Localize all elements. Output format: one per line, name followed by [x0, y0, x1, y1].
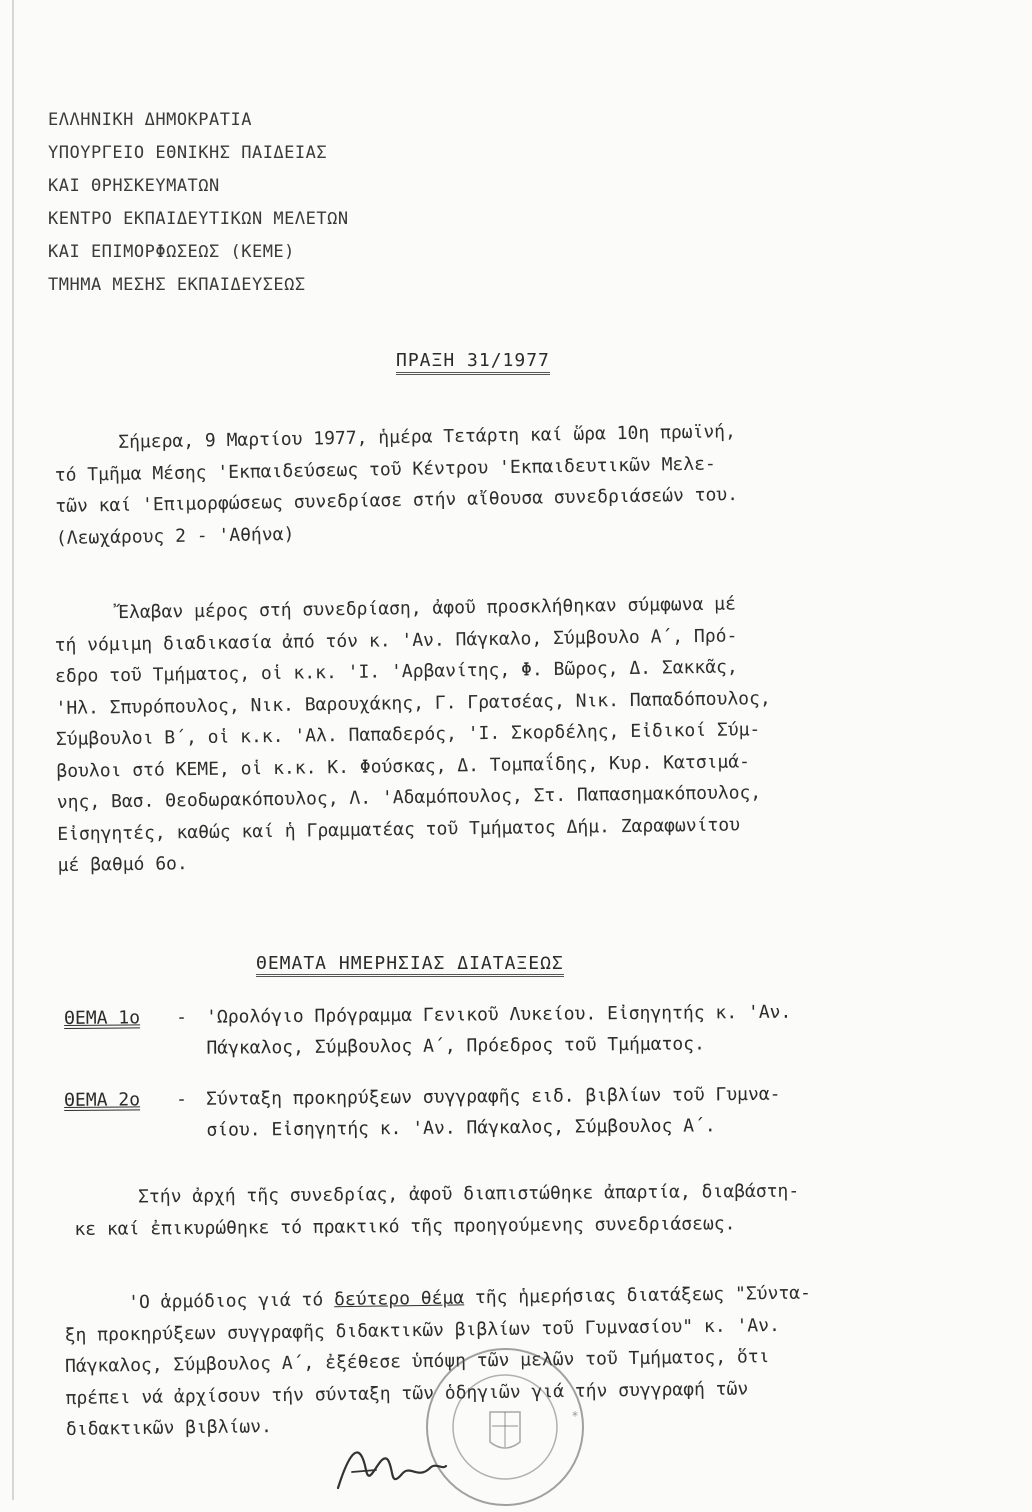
text-line: Πάγκαλος, Σύμβουλος Α΄, ἐξέθεσε ὑπόψη τῶν μελῶν τοῦ Τμήματος, ὅτι: [64, 1346, 770, 1377]
text-line: Ἔλαβαν μέρος στή συνεδρίαση, ἀφοῦ προσκλήθηκαν σύμφωνα μέ: [118, 593, 737, 624]
agenda-item-dash: -: [176, 1088, 188, 1111]
svg-text:*: *: [572, 1409, 578, 1423]
text-line: Εἰσηγητές, καθώς καί ἡ Γραμματέας τοῦ Τμήματος Δήμ. Ζαραφωνίτου: [57, 813, 741, 845]
text-line: εδρο τοῦ Τμήματος, οἱ κ.κ. 'Ι. 'Αρβανίτης, Φ. Βῶρος, Δ. Σακκᾶς,: [54, 656, 738, 687]
text-line: (Λεωχάρους 2 - 'Αθήνα): [55, 523, 295, 549]
text-line: νης, Βασ. Θεοδωρακόπουλος, Λ. 'Αδαμόπουλος, Στ. Παπασημακόπουλος,: [56, 782, 762, 813]
agenda-item-text: σίου. Εἰσηγητής κ. 'Αν. Πάγκαλος, Σύμβουλος Α΄.: [206, 1115, 716, 1141]
letterhead-line: ΥΠΟΥΡΓΕΙΟ ΕΘΝΙΚΗΣ ΠΑΙΔΕΙΑΣ: [48, 143, 328, 163]
agenda-item-label: ΘΕΜΑ 1ο: [64, 1007, 141, 1029]
agenda-item-text: Σύνταξη προκηρύξεων συγγραφῆς ειδ. βιβλίων τοῦ Γυμνα-: [206, 1083, 781, 1110]
text-line: πρέπει νά ἀρχίσουν τήν σύνταξη τῶν ὁδηγιῶν γιά τήν συγγραφή τῶν: [65, 1377, 749, 1409]
text-line: τή νόμιμη διαδικασία ἀπό τόν κ. 'Αν. Πάγκαλο, Σύμβουλο Α΄, Πρό-: [54, 624, 738, 656]
agenda-item-text: Πάγκαλος, Σύμβουλος Α΄, Πρόεδρος τοῦ Τμήματος.: [206, 1033, 705, 1059]
text-line: Σήμερα, 9 Μαρτίου 1977, ἡμέρα Τετάρτη καί ὥρα 10η πρωϊνή,: [118, 421, 737, 453]
agenda-item: [64, 997, 792, 1065]
act-title: ΠΡΑΞΗ 31/1977: [396, 350, 550, 375]
text-line: ξη προκηρύξεων συγγραφῆς διδακτικῶν βιβλίων τοῦ Γυμνασίου" κ. 'Αν.: [64, 1314, 780, 1346]
text-line: διδακτικῶν βιβλίων.: [65, 1416, 273, 1440]
paragraph-quorum: [74, 1174, 995, 1245]
agenda-item-label: ΘΕΜΑ 2ο: [64, 1089, 141, 1111]
text-line: μέ βαθμό 6ο.: [57, 853, 188, 876]
text-fragment: τῆς ἡμερήσιας διατάξεως "Σύντα-: [463, 1282, 812, 1309]
agenda-item: [64, 1079, 781, 1147]
paragraph-attendees: [54, 585, 978, 881]
paragraph-meeting-details: [54, 412, 956, 554]
letterhead-line: ΕΛΛΗΝΙΚΗ ΔΗΜΟΚΡΑΤΙΑ: [48, 110, 252, 130]
text-line: Σύμβουλοι Β΄, οἱ κ.κ. 'Αλ. Παπαδερός, 'Ι. Σκορδέλης, Εἰδικοί Σύμ-: [55, 719, 761, 750]
signature-icon: [330, 1430, 450, 1500]
text-line: βουλοι στό ΚΕΜΕ, οἱ κ.κ. Κ. Φούσκας, Δ. Τομπαΐδης, Κυρ. Κατσιμά-: [56, 750, 751, 782]
underlined-text: δεύτερο θέμα: [333, 1287, 465, 1311]
text-line: 'Ηλ. Σπυρόπουλος, Νικ. Βαρουχάκης, Γ. Γρατσέας, Νικ. Παπαδόπουλος,: [55, 687, 771, 719]
agenda-title: ΘΕΜΑΤΑ ΗΜΕΡΗΣΙΑΣ ΔΙΑΤΑΞΕΩΣ: [256, 953, 564, 977]
text-fragment: 'Ο ἁρμόδιος γιά τό: [128, 1289, 335, 1314]
letterhead-line: ΚΑΙ ΕΠΙΜΟΡΦΩΣΕΩΣ (ΚΕΜΕ): [48, 242, 295, 262]
agenda-item-text: 'Ωρολόγιο Πρόγραμμα Γενικοῦ Λυκείου. Εἰσηγητής κ. 'Αν.: [206, 1001, 792, 1028]
letterhead-line: ΚΕΝΤΡΟ ΕΚΠΑΙΔΕΥΤΙΚΩΝ ΜΕΛΕΤΩΝ: [48, 209, 349, 229]
text-line: Στήν ἀρχή τῆς συνεδρίας, ἀφοῦ διαπιστώθηκε ἀπαρτία, διαβάστη-: [138, 1180, 800, 1208]
page-edge-line: [12, 0, 14, 1500]
letterhead-line: ΤΜΗΜΑ ΜΕΣΗΣ ΕΚΠΑΙΔΕΥΣΕΩΣ: [48, 275, 306, 295]
text-line: τό Τμῆμα Μέσης 'Εκπαιδεύσεως τοῦ Κέντρου 'Εκπαιδευτικῶν Μελε-: [54, 452, 716, 486]
letterhead-line: ΚΑΙ ΘΡΗΣΚΕΥΜΑΤΩΝ: [48, 176, 220, 196]
agenda-item-dash: -: [176, 1006, 188, 1029]
text-line: κε καί ἐπικυρώθηκε τό πρακτικό τῆς προηγούμενης συνεδριάσεως.: [74, 1212, 736, 1240]
text-line: τῶν καί 'Επιμορφώσεως συνεδρίασε στήν αἴθουσα συνεδριάσεών του.: [55, 484, 739, 517]
letterhead: [48, 104, 349, 302]
